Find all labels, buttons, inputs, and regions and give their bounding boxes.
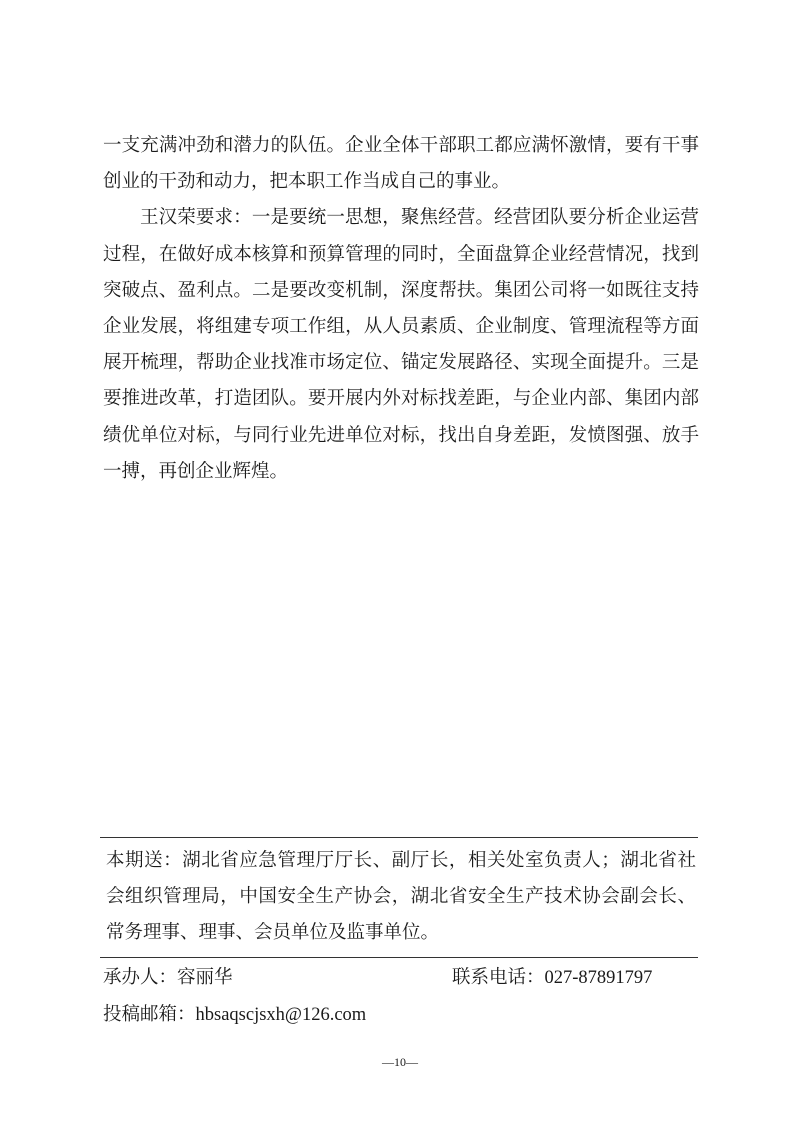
page-number: —10— — [382, 1055, 418, 1069]
handler-name: 容丽华 — [177, 967, 233, 988]
footer-top-divider — [100, 837, 698, 838]
email-label: 投稿邮箱： — [103, 1004, 196, 1025]
distribution-list: 本期送：湖北省应急管理厅厅长、副厅长，相关处室负责人；湖北省社会组织管理局，中国安全生产协会，湖北省安全生产技术协会副会长、常务理事、理事、会员单位及监事单位。 — [106, 850, 696, 943]
phone-label: 联系电话： — [452, 967, 545, 988]
handler-label: 承办人： — [103, 967, 178, 988]
phone — [452, 963, 652, 993]
email-address: hbsaqscjsxh@126.com — [195, 1005, 367, 1025]
contact-row — [103, 963, 698, 993]
body-paragraph: 王汉荣要求：一是要统一思想，聚焦经营。经营团队要分析企业运营过程，在做好成本核算和预算管理的同时，全面盘算企业经营情况，找到突破点、盈利点。二是要改变机制，深度帮扶。集团公司将一如既往支持企业发展，将组建专项工作组，从人员素质、企业制度、管理流程等方面展开梳理，帮助企业找准市场定位、锚定发展路径、实现全面提升。三是要推进改革，打造团队。要开展内外对标找差距，与企业内部、集团内部绩优单位对标，与同行业先进单位对标，找出自身差距，发愤图强、放手一搏，再创企业辉煌。 — [103, 207, 699, 482]
body-paragraph: 一支充满冲劲和潜力的队伍。企业全体干部职工都应满怀激情，要有干事创业的干劲和动力，把本职工作当成自己的事业。 — [103, 135, 699, 193]
email-row — [103, 1000, 366, 1030]
body-text — [103, 128, 699, 490]
handler — [103, 963, 233, 993]
phone-number: 027-87891797 — [544, 968, 653, 988]
footer-middle-divider — [100, 957, 698, 958]
